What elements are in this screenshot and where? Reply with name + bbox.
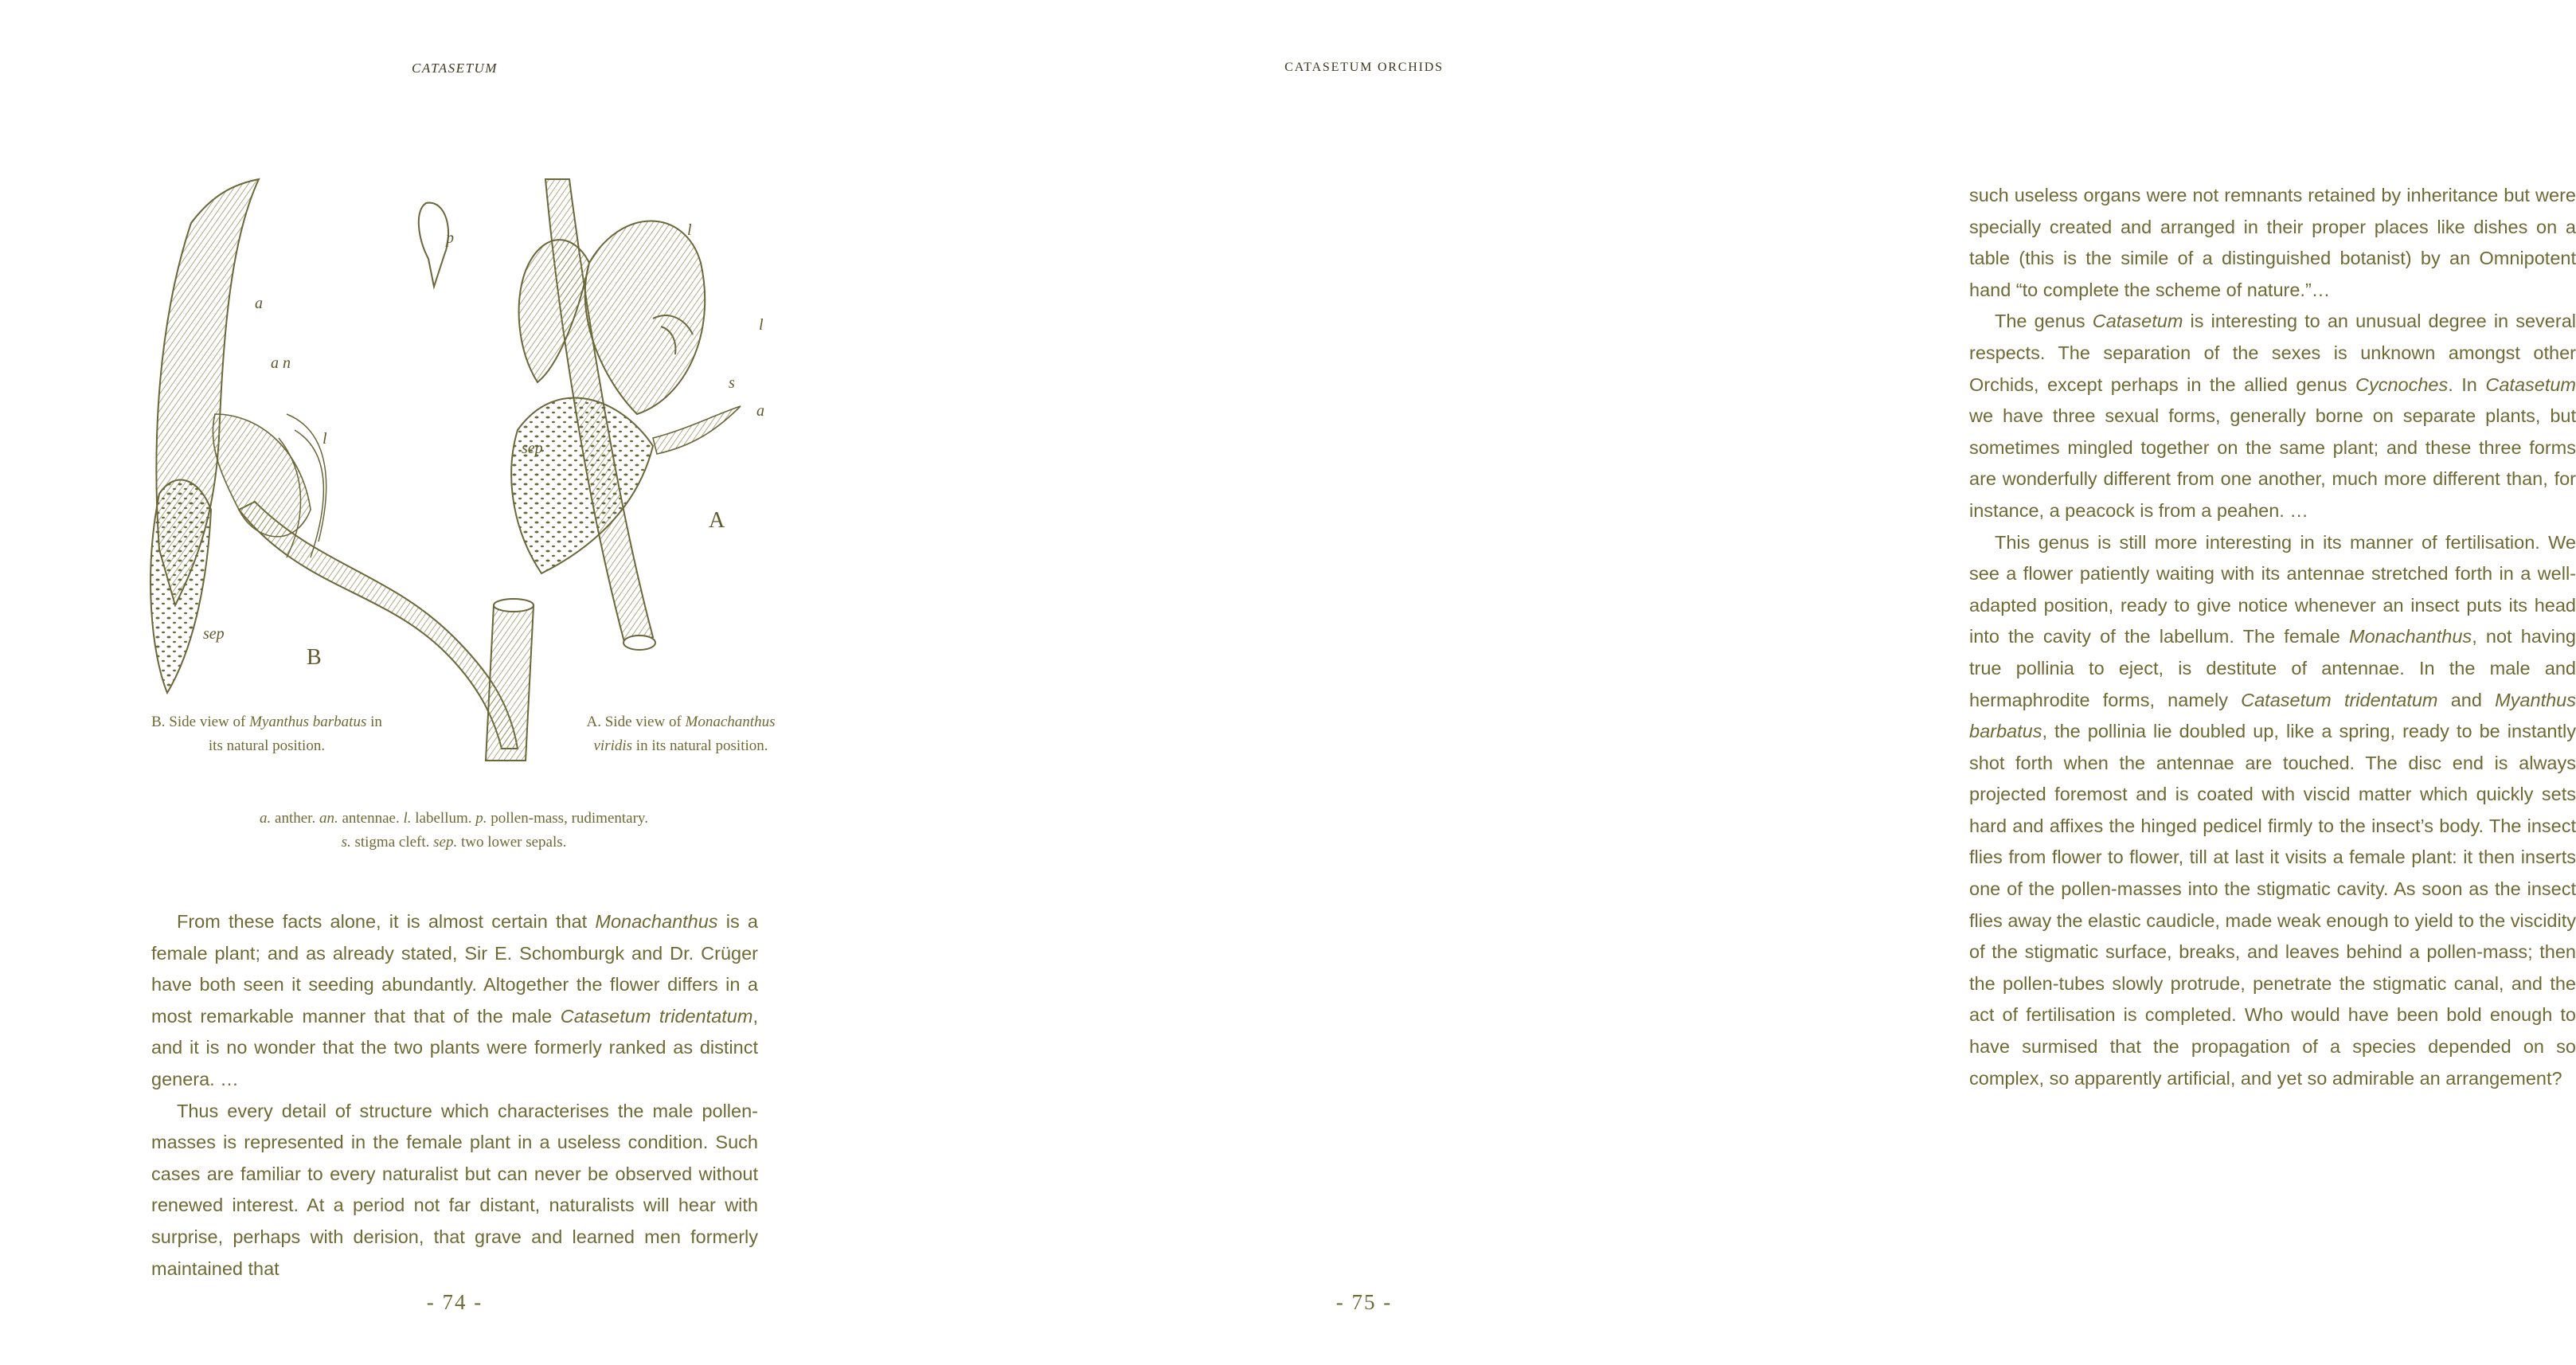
label-s: s: [729, 374, 735, 392]
label-l: l: [322, 430, 327, 448]
label-l1: l: [687, 221, 692, 239]
legend-abbr: l.: [403, 810, 412, 827]
caption-b-post: in its natural position.: [208, 714, 382, 754]
italic-run: Cycnoches: [2355, 374, 2449, 395]
caption-a-post: in its natural position.: [632, 737, 768, 754]
figure-legend: [151, 807, 756, 855]
text-run: is interesting to an unusual degree in several respects. The separation of the sexes is unknown amongst other Orchids, except perhaps in the allied genus: [1969, 311, 2576, 395]
orchid-engraving: [143, 175, 796, 772]
antenna-a: [653, 406, 741, 454]
caption-a-pre: A. Side view of: [586, 714, 686, 730]
caption-figure-a: [565, 710, 796, 758]
page-number-right: - 75 -: [1335, 1290, 1393, 1314]
text-run: , the pollinia lie doubled up, like a spring, ready to be instantly shot forth when the antennae are touched. The disc end is always projected foremost and is coated with viscid matter which quickly sets hard and affixes the hinged pedicel firmly to the insect’s body. The insect flies from flower to flower, till at last it visits a female plant: it then inserts one of the pollen-masses into the stigmatic cavity. As soon as the insect flies away the elastic caudicle, made weak enough to yield to the viscidity of the stigmatic surface, breaks, and leaves behind a pollen-mass; then the pollen-tubes slowly protrude, penetrate the stigmatic canal, and the act of fertilisation is completed. Who would have been bold enough to have surmised that the propagation of a species depended on so complex, so apparently artificial, and yet so admirable an arrangement?: [1969, 721, 2576, 1089]
text-run: and: [2437, 689, 2496, 710]
running-head-right: CATASETUM ORCHIDS: [1284, 61, 1444, 74]
label-an: a n: [271, 354, 291, 372]
paragraph: [1969, 306, 2576, 526]
running-head-left: CATASETUM: [412, 61, 498, 76]
figure-letter-b: B: [307, 645, 322, 670]
right-page: [909, 0, 2576, 1365]
legend-abbr: p.: [475, 810, 487, 827]
caption-a-species: Monachanthus viridis: [593, 714, 776, 754]
text-run: , not having true pollinia to eject, is destitute of antennae. In the male and hermaphrodite forms, namely: [1969, 626, 2576, 710]
body-text-left: [151, 906, 758, 1285]
legend-line-2: [151, 831, 756, 855]
legend-text: antennae.: [338, 810, 404, 827]
labellum-a: [585, 221, 706, 415]
text-run: such useless organs were not remnants retained by inheritance but were specially created and arranged in their proper places like dishes on a table (this is the simile of a distinguished botanist) by an Omnipotent hand “to complete the scheme of nature.”…: [1969, 185, 2576, 300]
label-a: a: [255, 295, 263, 312]
pollen-mass: [419, 203, 448, 287]
italic-run: Monachanthus: [595, 911, 718, 932]
text-run: . In: [2448, 374, 2486, 395]
legend-text: two lower sepals.: [457, 834, 567, 851]
orchid-illustration: [143, 175, 796, 772]
figure-letter-a: A: [709, 508, 725, 533]
caption-b-pre: B. Side view of: [151, 714, 250, 730]
paragraph: [1969, 527, 2576, 1095]
legend-text: pollen-mass, rudimentary.: [487, 810, 648, 827]
caption-figure-b: [151, 710, 382, 758]
stem-stub: [486, 605, 534, 761]
legend-line-1: [151, 807, 756, 831]
text-run: Thus every detail of structure which characterises the male pollen-masses is represented in the female plant in a useless condition. Such cases are familiar to every naturalist but can never be observed without renewed interest. At a period not far distant, naturalists will hear with surprise, perhaps with derision, that grave and learned men formerly maintained that: [151, 1100, 758, 1279]
text-run: This genus is still more interesting in its manner of fertilisation. We see a flower patiently waiting with its antennae stretched forth in a well-adapted position, ready to give notice whenever an insect puts its head into the cavity of the labellum. The female: [1969, 531, 2576, 647]
paragraph: [1969, 180, 2576, 306]
legend-abbr: a.: [260, 810, 272, 827]
legend-text: stigma cleft.: [350, 834, 434, 851]
italic-run: Myanthus barbatus: [1969, 689, 2576, 742]
legend-abbr: s.: [341, 834, 351, 851]
text-run: The genus: [1995, 311, 2093, 332]
legend-text: labellum.: [411, 810, 476, 827]
italic-run: Catasetum tridentatum: [560, 1005, 753, 1027]
caption-b-species: Myanthus barbatus: [249, 714, 367, 730]
legend-text: anther.: [271, 810, 319, 827]
italic-run: Catasetum: [2092, 311, 2183, 332]
left-page: [0, 0, 909, 1365]
label-sep: sep: [203, 625, 225, 643]
italic-run: Catasetum: [2485, 374, 2576, 395]
legend-abbr: sep.: [433, 834, 458, 851]
italic-run: Catasetum tridentatum: [2241, 689, 2438, 710]
paragraph: [151, 1096, 758, 1285]
text-run: is a female plant; and as already stated, Sir E. Schomburgk and Dr. Crüger have both seen it seeding abundantly. Altogether the flower differs in a most remarkable manner that that of the male: [151, 911, 758, 1027]
body-text-right: [1969, 180, 2576, 1094]
label-p: p: [446, 229, 454, 247]
legend-abbr: an.: [319, 810, 338, 827]
label-sep2: sep: [522, 440, 543, 457]
label-a2: a: [756, 402, 764, 420]
italic-run: Monachanthus: [2349, 626, 2472, 647]
page-number-left: - 74 -: [426, 1290, 483, 1314]
paragraph: [151, 906, 758, 1096]
text-run: we have three sexual forms, generally borne on separate plants, but sometimes mingled together on the same plant; and these three forms are wonderfully different from one another, much more different than, for instance, a peacock is from a peahen. …: [1969, 405, 2576, 521]
label-l2: l: [759, 316, 764, 334]
labellum-b: [213, 414, 311, 537]
text-run: , and it is no wonder that the two plants were formerly ranked as distinct genera. …: [151, 1005, 758, 1089]
sepal-b-spotted: [150, 480, 211, 693]
text-run: From these facts alone, it is almost certain that: [177, 911, 596, 932]
